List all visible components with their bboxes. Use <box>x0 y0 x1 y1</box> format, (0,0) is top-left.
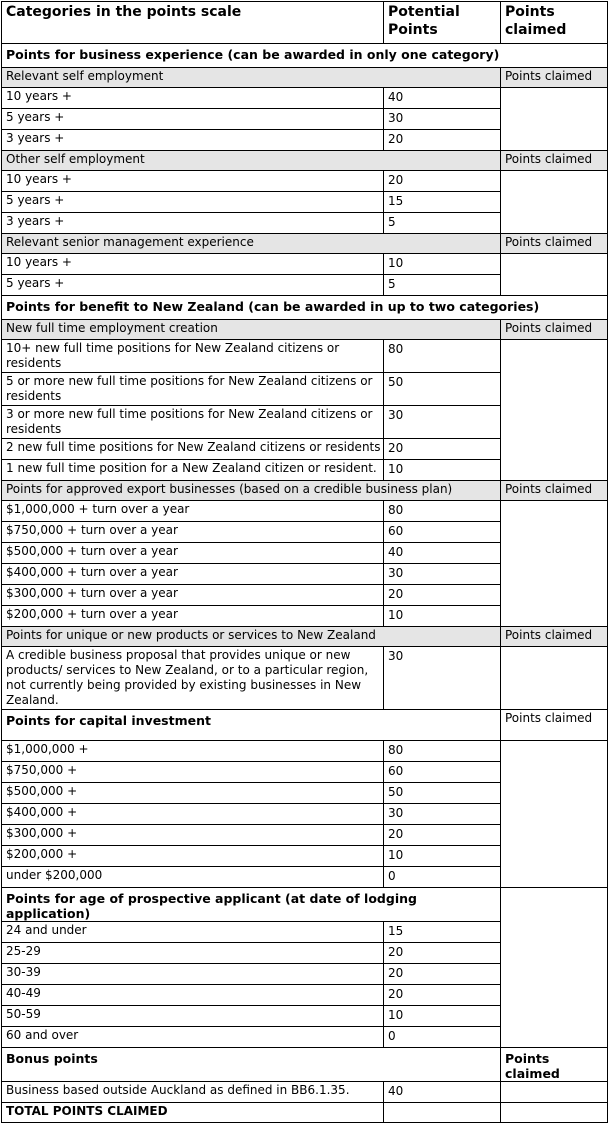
row-points: 20 <box>384 985 501 1006</box>
row-points: 20 <box>384 825 501 846</box>
row-points: 15 <box>384 922 501 943</box>
row-points: 50 <box>384 373 501 406</box>
row-label: $300,000 + <box>2 825 384 846</box>
row-label: 3 years + <box>2 213 384 234</box>
points-claimed-cell[interactable] <box>501 88 608 151</box>
row-label: 50-59 <box>2 1006 384 1027</box>
row-label: 5 years + <box>2 192 384 213</box>
row-label: $400,000 + turn over a year <box>2 564 384 585</box>
section-capital-investment: Points for capital investment <box>2 710 501 741</box>
row-label: 3 years + <box>2 130 384 151</box>
row-points: 20 <box>384 585 501 606</box>
points-claimed-cell[interactable] <box>501 741 608 888</box>
row-label: Business based outside Auckland as defined in BB6.1.35. <box>2 1082 384 1103</box>
header-category: Categories in the points scale <box>2 2 384 44</box>
section-benefit-nz: Points for benefit to New Zealand (can be awarded in up to two categories) <box>2 296 608 320</box>
row-label: 30-39 <box>2 964 384 985</box>
row-label: 5 or more new full time positions for New Zealand citizens or residents <box>2 373 384 406</box>
row-points: 20 <box>384 943 501 964</box>
subsection-senior-management: Relevant senior management experience <box>2 234 501 254</box>
row-points: 5 <box>384 275 501 296</box>
row-points: 20 <box>384 130 501 151</box>
row-points: 40 <box>384 88 501 109</box>
header-potential-points: Potential Points <box>384 2 501 44</box>
row-label: 10 years + <box>2 171 384 192</box>
header-points-claimed: Points claimed <box>501 2 608 44</box>
row-points: 80 <box>384 741 501 762</box>
row-points: 10 <box>384 606 501 627</box>
row-label: under $200,000 <box>2 867 384 888</box>
row-points: 0 <box>384 867 501 888</box>
row-label: 10 years + <box>2 88 384 109</box>
row-label: $1,000,000 + <box>2 741 384 762</box>
row-label: 24 and under <box>2 922 384 943</box>
row-points: 20 <box>384 439 501 460</box>
total-claimed-cell[interactable] <box>501 1103 608 1123</box>
row-points: 15 <box>384 192 501 213</box>
row-label: $500,000 + <box>2 783 384 804</box>
points-claimed-cell[interactable] <box>501 647 608 710</box>
row-points: 50 <box>384 783 501 804</box>
row-label: $750,000 + turn over a year <box>2 522 384 543</box>
row-points: 10 <box>384 1006 501 1027</box>
row-points: 10 <box>384 254 501 275</box>
row-label: $1,000,000 + turn over a year <box>2 501 384 522</box>
row-label: $300,000 + turn over a year <box>2 585 384 606</box>
row-points: 60 <box>384 522 501 543</box>
section-bonus: Bonus points <box>2 1048 501 1082</box>
row-points: 30 <box>384 647 501 710</box>
row-label: 5 years + <box>2 109 384 130</box>
section-business-experience: Points for business experience (can be awarded in only one category) <box>2 44 608 68</box>
points-claimed-label: Points claimed <box>501 234 608 254</box>
row-points: 40 <box>384 1082 501 1103</box>
points-claimed-cell[interactable] <box>501 171 608 234</box>
points-claimed-cell[interactable] <box>501 340 608 481</box>
row-points: 80 <box>384 340 501 373</box>
points-claimed-cell[interactable] <box>501 501 608 627</box>
subsection-unique-products: Points for unique or new products or services to New Zealand <box>2 627 501 647</box>
points-claimed-cell[interactable] <box>501 254 608 296</box>
total-potential-cell <box>384 1103 501 1123</box>
row-label: 5 years + <box>2 275 384 296</box>
points-claimed-label: Points claimed <box>501 710 608 741</box>
points-claimed-label: Points claimed <box>501 627 608 647</box>
row-points: 20 <box>384 964 501 985</box>
row-points: 30 <box>384 564 501 585</box>
table-header-row <box>2 2 608 44</box>
subsection-export-businesses: Points for approved export businesses (based on a credible business plan) <box>2 481 501 501</box>
points-claimed-label: Points claimed <box>501 481 608 501</box>
row-label: 60 and over <box>2 1027 384 1048</box>
row-points: 10 <box>384 460 501 481</box>
points-scale-table <box>1 1 608 1123</box>
row-label: 1 new full time position for a New Zealand citizen or resident. <box>2 460 384 481</box>
points-claimed-cell[interactable] <box>501 1082 608 1103</box>
row-points: 0 <box>384 1027 501 1048</box>
row-label: $200,000 + turn over a year <box>2 606 384 627</box>
section-age: Points for age of prospective applicant (at date of lodging application) <box>2 888 501 922</box>
row-label: 10 years + <box>2 254 384 275</box>
row-points: 10 <box>384 846 501 867</box>
row-label: 2 new full time positions for New Zealand citizens or residents <box>2 439 384 460</box>
row-label: $400,000 + <box>2 804 384 825</box>
row-points: 60 <box>384 762 501 783</box>
points-claimed-label: Points claimed <box>501 320 608 340</box>
subsection-employment-creation: New full time employment creation <box>2 320 501 340</box>
row-label: $750,000 + <box>2 762 384 783</box>
row-label: $200,000 + <box>2 846 384 867</box>
row-label: 10+ new full time positions for New Zealand citizens or residents <box>2 340 384 373</box>
row-points: 5 <box>384 213 501 234</box>
points-claimed-label: Points claimed <box>501 68 608 88</box>
row-label: 3 or more new full time positions for New Zealand citizens or residents <box>2 406 384 439</box>
row-points: 20 <box>384 171 501 192</box>
total-points-label: TOTAL POINTS CLAIMED <box>2 1103 384 1123</box>
points-claimed-cell[interactable] <box>501 888 608 1048</box>
row-label: A credible business proposal that provides unique or new products/ services to New Zealand, or to a particular region, not currently being provided by existing businesses in New Zealand. <box>2 647 384 710</box>
row-points: 30 <box>384 109 501 130</box>
row-points: 80 <box>384 501 501 522</box>
points-claimed-label: Points claimed <box>501 151 608 171</box>
bonus-points-claimed-label: Points claimed <box>501 1048 608 1082</box>
row-points: 30 <box>384 406 501 439</box>
subsection-relevant-self-employment: Relevant self employment <box>2 68 501 88</box>
row-points: 30 <box>384 804 501 825</box>
row-points: 40 <box>384 543 501 564</box>
row-label: 25-29 <box>2 943 384 964</box>
row-label: $500,000 + turn over a year <box>2 543 384 564</box>
row-label: 40-49 <box>2 985 384 1006</box>
subsection-other-self-employment: Other self employment <box>2 151 501 171</box>
